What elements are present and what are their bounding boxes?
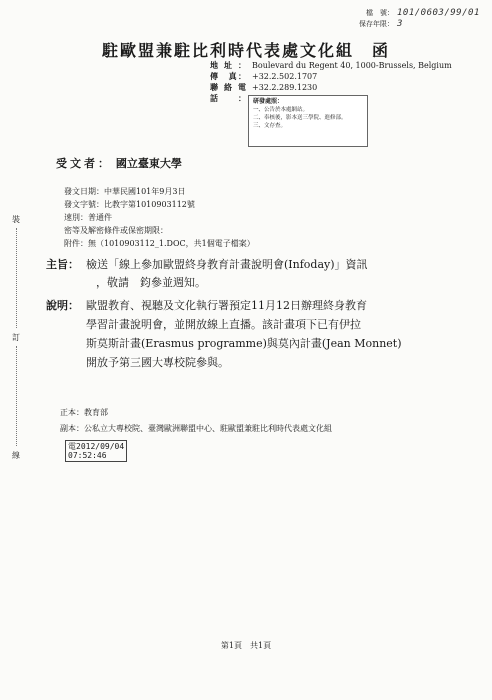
distribution-block — [60, 405, 332, 437]
number-label: 發文字號： — [64, 200, 104, 209]
recipient — [56, 155, 182, 171]
speed-label: 速別： — [64, 213, 88, 222]
phone-label: 聯絡電話： — [210, 82, 246, 103]
binding-mark: 裝 — [12, 215, 20, 224]
phone-value: +32.2.289.1230 — [252, 83, 318, 92]
subject-line: ，敬請 鈞參並週知。 — [96, 276, 206, 289]
description-label: 說明： — [46, 299, 79, 312]
time-stamp-date: 電2012/09/04 — [68, 442, 125, 451]
binding-mark: 訂 — [12, 333, 20, 342]
routing-line: 三、文存查。 — [253, 123, 287, 129]
description-line: 斯莫斯計畫(Erasmus programme)與莫內計畫(Jean Monnet) — [86, 337, 402, 350]
number-value: 比教字第1010903112號 — [104, 200, 195, 209]
speed-value: 普通件 — [88, 213, 112, 222]
description-line: 歐盟教育、視聽及文化執行署預定11月12日辦理終身教育 — [86, 299, 367, 312]
attachment-label: 附件： — [64, 239, 88, 248]
secrecy-label: 密等及解密條件或保密期限： — [64, 226, 168, 235]
routing-stamp — [248, 95, 368, 147]
document-meta — [64, 185, 255, 250]
retention-label: 保存年限： — [359, 20, 394, 28]
primary-recipient-label: 正本： — [60, 408, 84, 417]
retention-value: 3 — [397, 19, 403, 29]
subject-line: 檢送「線上參加歐盟終身教育計畫說明會(Infoday)」資訊 — [86, 258, 368, 271]
date-value: 中華民國101年9月3日 — [104, 187, 186, 196]
file-number-label: 檔 號： — [366, 9, 394, 17]
page-footer: 第1頁 共1頁 — [220, 641, 272, 650]
received-time-stamp — [65, 440, 127, 462]
attachment-value: 無（1010903112_1.DOC，共1個電子檔案） — [88, 239, 255, 248]
address-value: Boulevard du Regent 40, 1000-Brussels, Belgium — [252, 61, 452, 70]
copy-recipient-value: 公私立大專校院、臺灣歐洲聯盟中心、駐歐盟兼駐比利時代表處文化組 — [84, 424, 332, 433]
subject-section — [46, 256, 436, 292]
fax-value: +32.2.502.1707 — [252, 72, 318, 81]
primary-recipient-value: 教育部 — [84, 408, 108, 417]
copy-recipient-label: 副本： — [60, 424, 84, 433]
subject-label: 主旨： — [46, 258, 79, 271]
binding-dotted-line — [16, 228, 17, 328]
archive-stamp — [342, 8, 482, 30]
recipient-label: 受文者： — [56, 157, 112, 170]
document-title: 駐歐盟兼駐比利時代表處文化組 函 — [101, 41, 390, 60]
binding-margin — [12, 214, 22, 464]
description-line: 開放予第三國大專校院參與。 — [86, 356, 229, 369]
routing-line: 一、公告於本處網站。 — [253, 107, 309, 113]
recipient-value: 國立臺東大學 — [115, 157, 182, 170]
description-line: 學習計畫說明會，並開放線上直播。該計畫項下已有伊拉 — [86, 318, 361, 331]
binding-mark: 線 — [12, 451, 20, 460]
description-section — [46, 296, 436, 372]
fax-label: 傳 真： — [210, 71, 246, 81]
routing-line: 二、奉核後，影本送三學院、進修部。 — [253, 115, 347, 121]
binding-dotted-line — [16, 346, 17, 446]
routing-head: 研發處照： — [253, 98, 284, 105]
date-label: 發文日期： — [64, 187, 104, 196]
address-label: 地址： — [210, 60, 246, 70]
time-stamp-time: 07:52:46 — [68, 451, 107, 460]
file-number-value: 101/0603/99/01 — [397, 8, 480, 18]
